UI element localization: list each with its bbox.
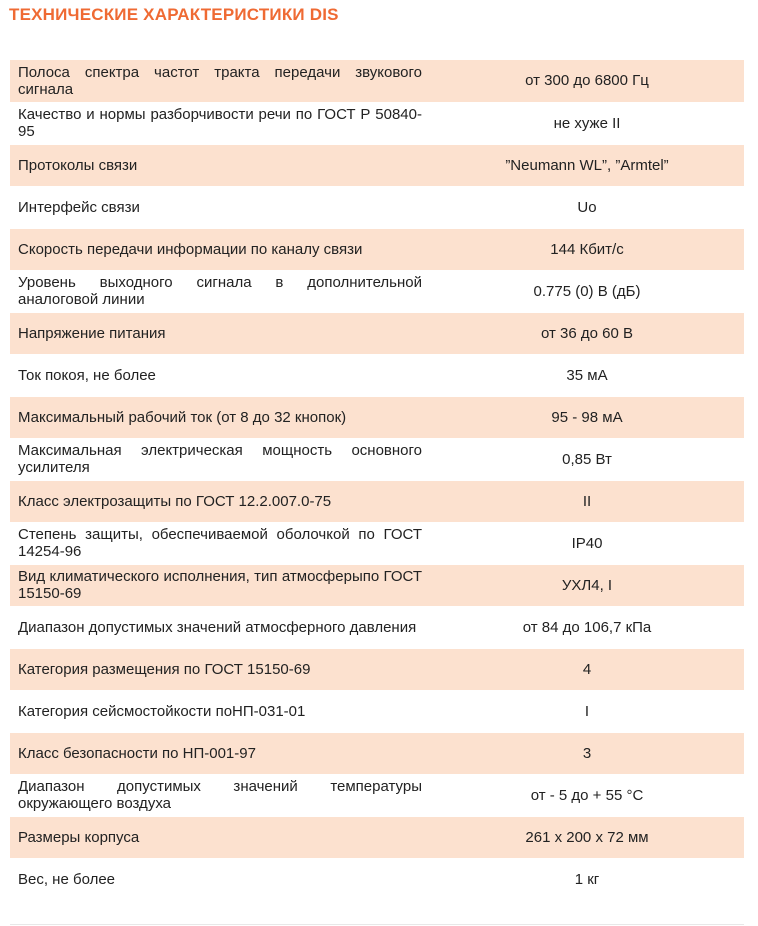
table-row — [10, 144, 744, 186]
table-row — [10, 774, 744, 816]
parameter-value: УХЛ4, I — [430, 564, 744, 606]
table-row — [10, 564, 744, 606]
parameter-value: II — [430, 480, 744, 522]
parameter-name: Размеры корпуса — [10, 816, 430, 858]
parameter-value: 35 мА — [430, 354, 744, 396]
table-row — [10, 60, 744, 102]
page-title: ТЕХНИЧЕСКИЕ ХАРАКТЕРИСТИКИ DIS — [9, 5, 339, 24]
parameter-name: Вес, не более — [10, 858, 430, 900]
table-row — [10, 606, 744, 648]
parameter-name: Напряжение питания — [10, 312, 430, 354]
table-row — [10, 354, 744, 396]
table-row — [10, 648, 744, 690]
parameter-name: Интерфейс связи — [10, 186, 430, 228]
table-row — [10, 396, 744, 438]
parameter-name: Диапазон допустимых значений температуры окружающего воздуха — [10, 774, 430, 816]
parameter-name: Протоколы связи — [10, 144, 430, 186]
parameter-name: Скорость передачи информации по каналу связи — [10, 228, 430, 270]
table-row — [10, 102, 744, 144]
parameter-name: Ток покоя, не более — [10, 354, 430, 396]
parameter-value: от 36 до 60 В — [430, 312, 744, 354]
parameter-name: Класс безопасности по НП-001-97 — [10, 732, 430, 774]
table-row — [10, 858, 744, 900]
parameter-value: I — [430, 690, 744, 732]
parameter-name: Диапазон допустимых значений атмосферного давления — [10, 606, 430, 648]
parameter-value: 261 x 200 x 72 мм — [430, 816, 744, 858]
parameter-value: 1 кг — [430, 858, 744, 900]
specifications-table — [10, 60, 744, 901]
parameter-value: от - 5 до + 55 °С — [430, 774, 744, 816]
table-row — [10, 732, 744, 774]
parameter-name: Качество и нормы разборчивости речи по ГОСТ Р 50840-95 — [10, 102, 430, 144]
parameter-value: 95 - 98 мА — [430, 396, 744, 438]
parameter-name: Максимальный рабочий ток (от 8 до 32 кнопок) — [10, 396, 430, 438]
parameter-name: Полоса спектра частот тракта передачи звукового сигнала — [10, 60, 430, 102]
table-bottom-divider — [10, 924, 744, 925]
parameter-name: Категория размещения по ГОСТ 15150-69 — [10, 648, 430, 690]
table-row — [10, 522, 744, 564]
parameter-value: от 84 до 106,7 кПа — [430, 606, 744, 648]
parameter-value: 3 — [430, 732, 744, 774]
table-row — [10, 186, 744, 228]
parameter-name: Максимальная электрическая мощность основного усилителя — [10, 438, 430, 480]
table-row — [10, 270, 744, 312]
parameter-name: Категория сейсмостойкости поНП-031-01 — [10, 690, 430, 732]
parameter-value: не хуже II — [430, 102, 744, 144]
parameter-value: 0,85 Вт — [430, 438, 744, 480]
table-row — [10, 438, 744, 480]
parameter-value: IP40 — [430, 522, 744, 564]
table-row — [10, 228, 744, 270]
parameter-value: ”Neumann WL”, ”Armtel” — [430, 144, 744, 186]
parameter-name: Класс электрозащиты по ГОСТ 12.2.007.0-75 — [10, 480, 430, 522]
parameter-name: Уровень выходного сигнала в дополнительной аналоговой линии — [10, 270, 430, 312]
table-row — [10, 312, 744, 354]
parameter-value: от 300 до 6800 Гц — [430, 60, 744, 102]
parameter-value: 0.775 (0) В (дБ) — [430, 270, 744, 312]
parameter-value: Uo — [430, 186, 744, 228]
parameter-value: 4 — [430, 648, 744, 690]
table-row — [10, 690, 744, 732]
parameter-name: Вид климатического исполнения, тип атмосферыпо ГОСТ 15150-69 — [10, 564, 430, 606]
parameter-name: Степень защиты, обеспечиваемой оболочкой по ГОСТ 14254-96 — [10, 522, 430, 564]
table-row — [10, 816, 744, 858]
parameter-value: 144 Кбит/с — [430, 228, 744, 270]
table-row — [10, 480, 744, 522]
